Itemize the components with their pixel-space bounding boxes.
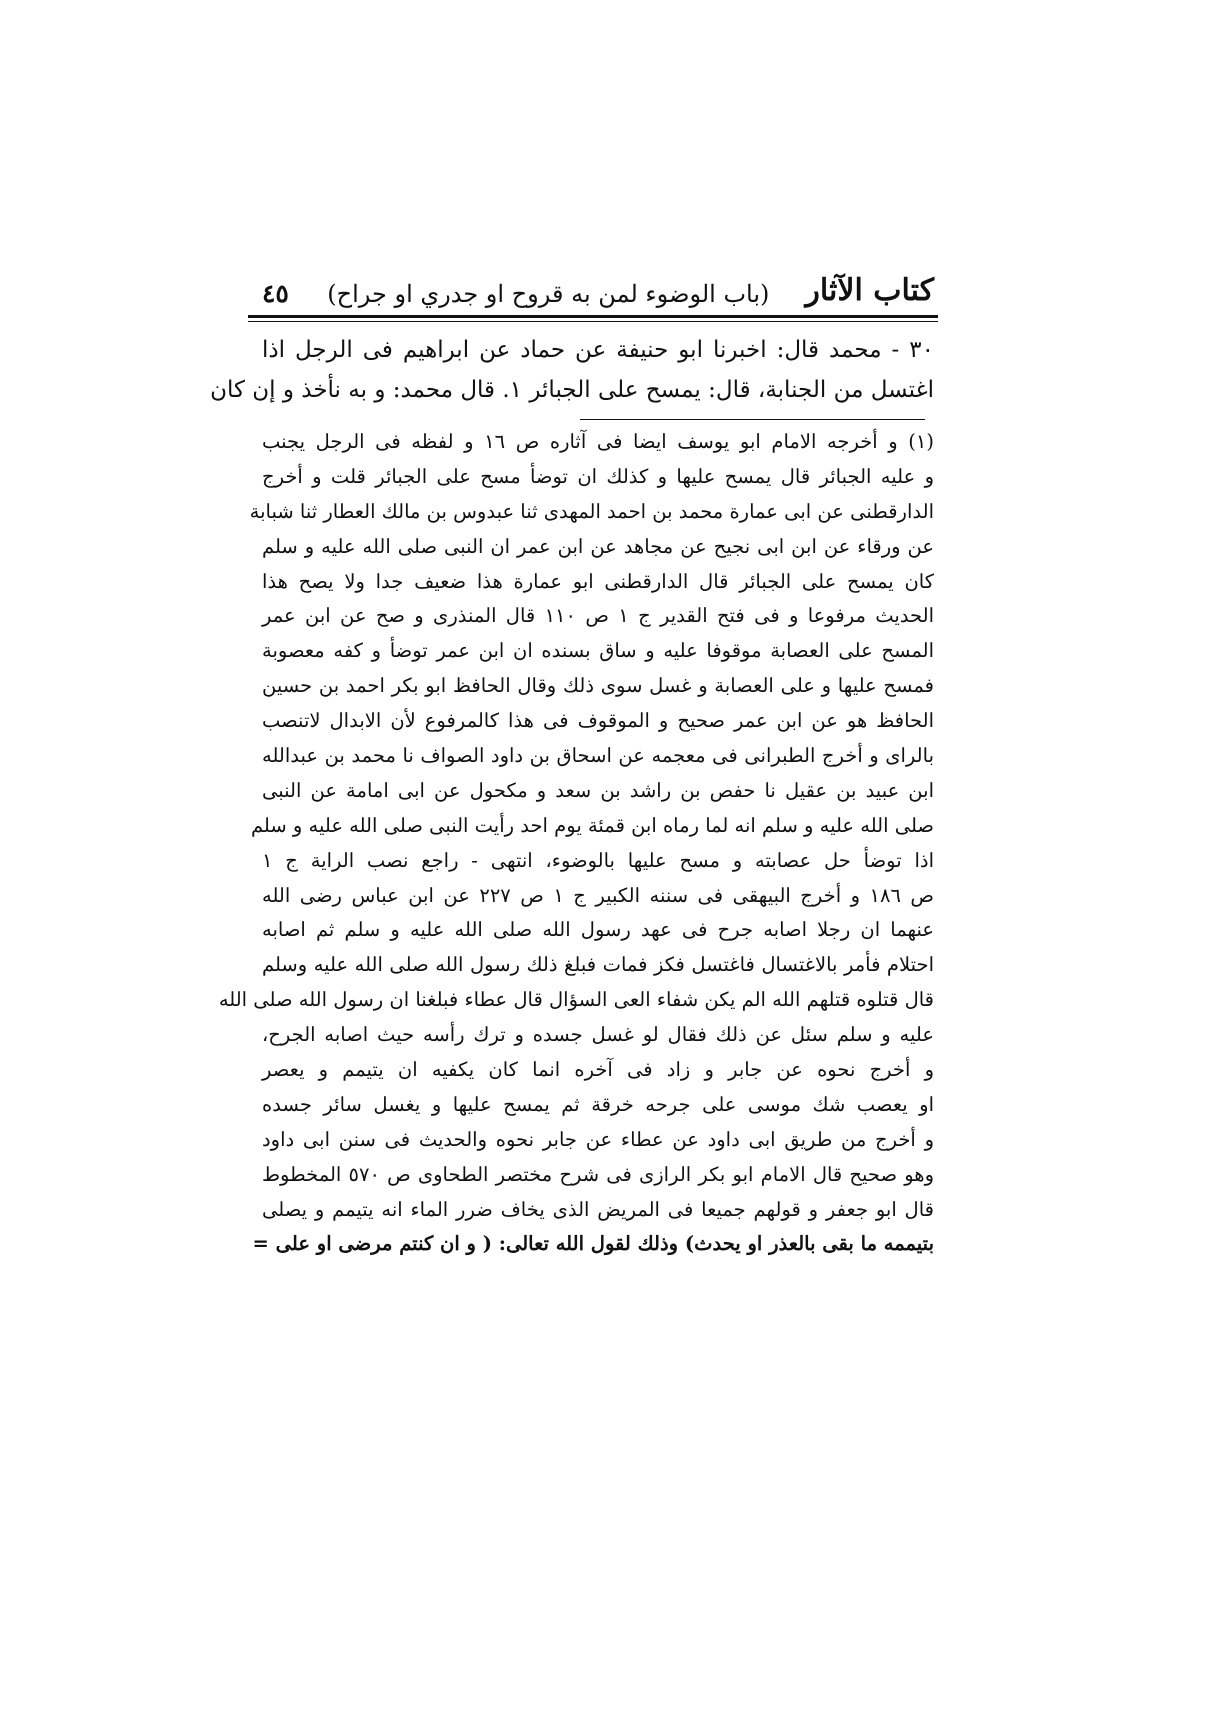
- footnote-line: قال قتلوه قتلهم الله الم يكن شفاء العى السؤال قال عطاء فبلغنا ان رسول الله صلى الله: [218, 988, 934, 1012]
- page-header: [262, 258, 934, 308]
- chapter-title: (باب الوضوء لمن به قروح او جدري او جراح): [327, 280, 770, 308]
- footnote-line: وهو صحيح قال الامام ابو بكر الرازى فى شرح مختصر الطحاوى ص ٥٧٠ المخطوط: [262, 1162, 934, 1186]
- footnote-line: فمسح عليها و على العصابة و غسل سوى ذلك وقال الحافظ ابو بكر احمد بن حسين: [262, 674, 934, 698]
- footnote-line: و أخرج نحوه عن جابر و زاد فى آخره انما كان يكفيه ان يتيمم و يعصر: [262, 1058, 934, 1082]
- footnote-line: ابن عبيد بن عقيل نا حفص بن راشد بن سعد و مكحول عن ابى امامة عن النبى: [262, 778, 934, 802]
- footnote-line: عليه و سلم سئل عن ذلك فقال لو غسل جسده و ترك رأسه حيث اصابه الجرح،: [262, 1023, 934, 1047]
- footnote-separator: [580, 419, 925, 420]
- footnote-line: صلى الله عليه و سلم انه لما رماه ابن قمئة يوم احد رأيت النبى صلى الله عليه و سلم: [250, 813, 934, 837]
- footnote-line: الحافظ هو عن ابن عمر صحيح و الموقوف فى هذا كالمرفوع لأن الابدال لاتنصب: [262, 709, 934, 733]
- header-rule-thick: [248, 315, 938, 318]
- footnote-line: احتلام فأمر بالاغتسال فاغتسل فكز فمات فبلغ ذلك رسول الله صلى الله عليه وسلم: [262, 953, 934, 977]
- footnote-line: قال ابو جعفر و قولهم جميعا فى المريض الذى يخاف ضرر الماء انه يتيمم و يصلى: [262, 1197, 934, 1221]
- footnote-line: او يعصب شك موسى على جرحه خرقة ثم يمسح عليها و يغسل سائر جسده: [262, 1092, 934, 1116]
- footnote-line: و عليه الجبائر قال يمسح عليها و كذلك ان توضأ مسح على الجبائر قلت و أخرج: [262, 464, 934, 488]
- footnote-line: (١) و أخرجه الامام ابو يوسف ايضا فى آثاره ص ١٦ و لفظه فى الرجل يجنب: [262, 430, 934, 453]
- footnote-line: ص ١٨٦ و أخرج البيهقى فى سننه الكبير ج ١ ص ٢٢٧ عن ابن عباس رضى الله: [262, 883, 934, 907]
- footnote-line: الحديث مرفوعا و فى فتح القدير ج ١ ص ١١٠ قال المنذرى و صح عن ابن عمر: [262, 604, 934, 628]
- footnote-line: بتيممه ما بقى بالعذر او يحدث) وذلك لقول الله تعالى: ( و ان كنتم مرضى او على =: [252, 1232, 934, 1256]
- book-title: كتاب الآثار: [805, 273, 934, 308]
- footnote-line: الدارقطنى عن ابى عمارة محمد بن احمد المهدى ثنا عبدوس بن مالك العطار ثنا شبابة: [249, 499, 934, 523]
- header-rule-thin: [248, 321, 938, 322]
- footnote-line: عنهما ان رجلا اصابه جرح فى عهد رسول الله صلى الله عليه و سلم ثم اصابه: [262, 918, 934, 942]
- main-text: [210, 330, 934, 410]
- main-text-line: ٣٠ - محمد قال: اخبرنا ابو حنيفة عن حماد عن ابراهيم فى الرجل اذا: [262, 337, 934, 363]
- footnote-line: كان يمسح على الجبائر قال الدارقطنى ابو عمارة هذا ضعيف جدا ولا يصح هذا: [262, 569, 934, 593]
- footnote-line: اذا توضأ حل عصابته و مسح عليها بالوضوء، انتهى - راجع نصب الراية ج ١: [262, 848, 934, 872]
- main-text-line: اغتسل من الجنابة، قال: يمسح على الجبائر ١. قال محمد: و به نأخذ و إن كان: [210, 377, 934, 403]
- footnote-line: عن ورقاء عن ابن ابى نجيح عن مجاهد عن ابن عمر ان النبى صلى الله عليه و سلم: [262, 534, 934, 558]
- page-number: ٤٥: [262, 279, 289, 308]
- footnote-line: و أخرج من طريق ابى داود عن عطاء عن جابر نحوه والحديث فى سنن ابى داود: [262, 1127, 934, 1151]
- footnote-line: المسح على العصابة موقوفا عليه و ساق بسنده ان ابن عمر توضأ و كفه معصوبة: [262, 639, 934, 663]
- footnote-line: بالراى و أخرج الطبرانى فى معجمه عن اسحاق بن داود الصواف نا محمد بن عبدالله: [262, 744, 934, 768]
- footnotes: [218, 425, 934, 1262]
